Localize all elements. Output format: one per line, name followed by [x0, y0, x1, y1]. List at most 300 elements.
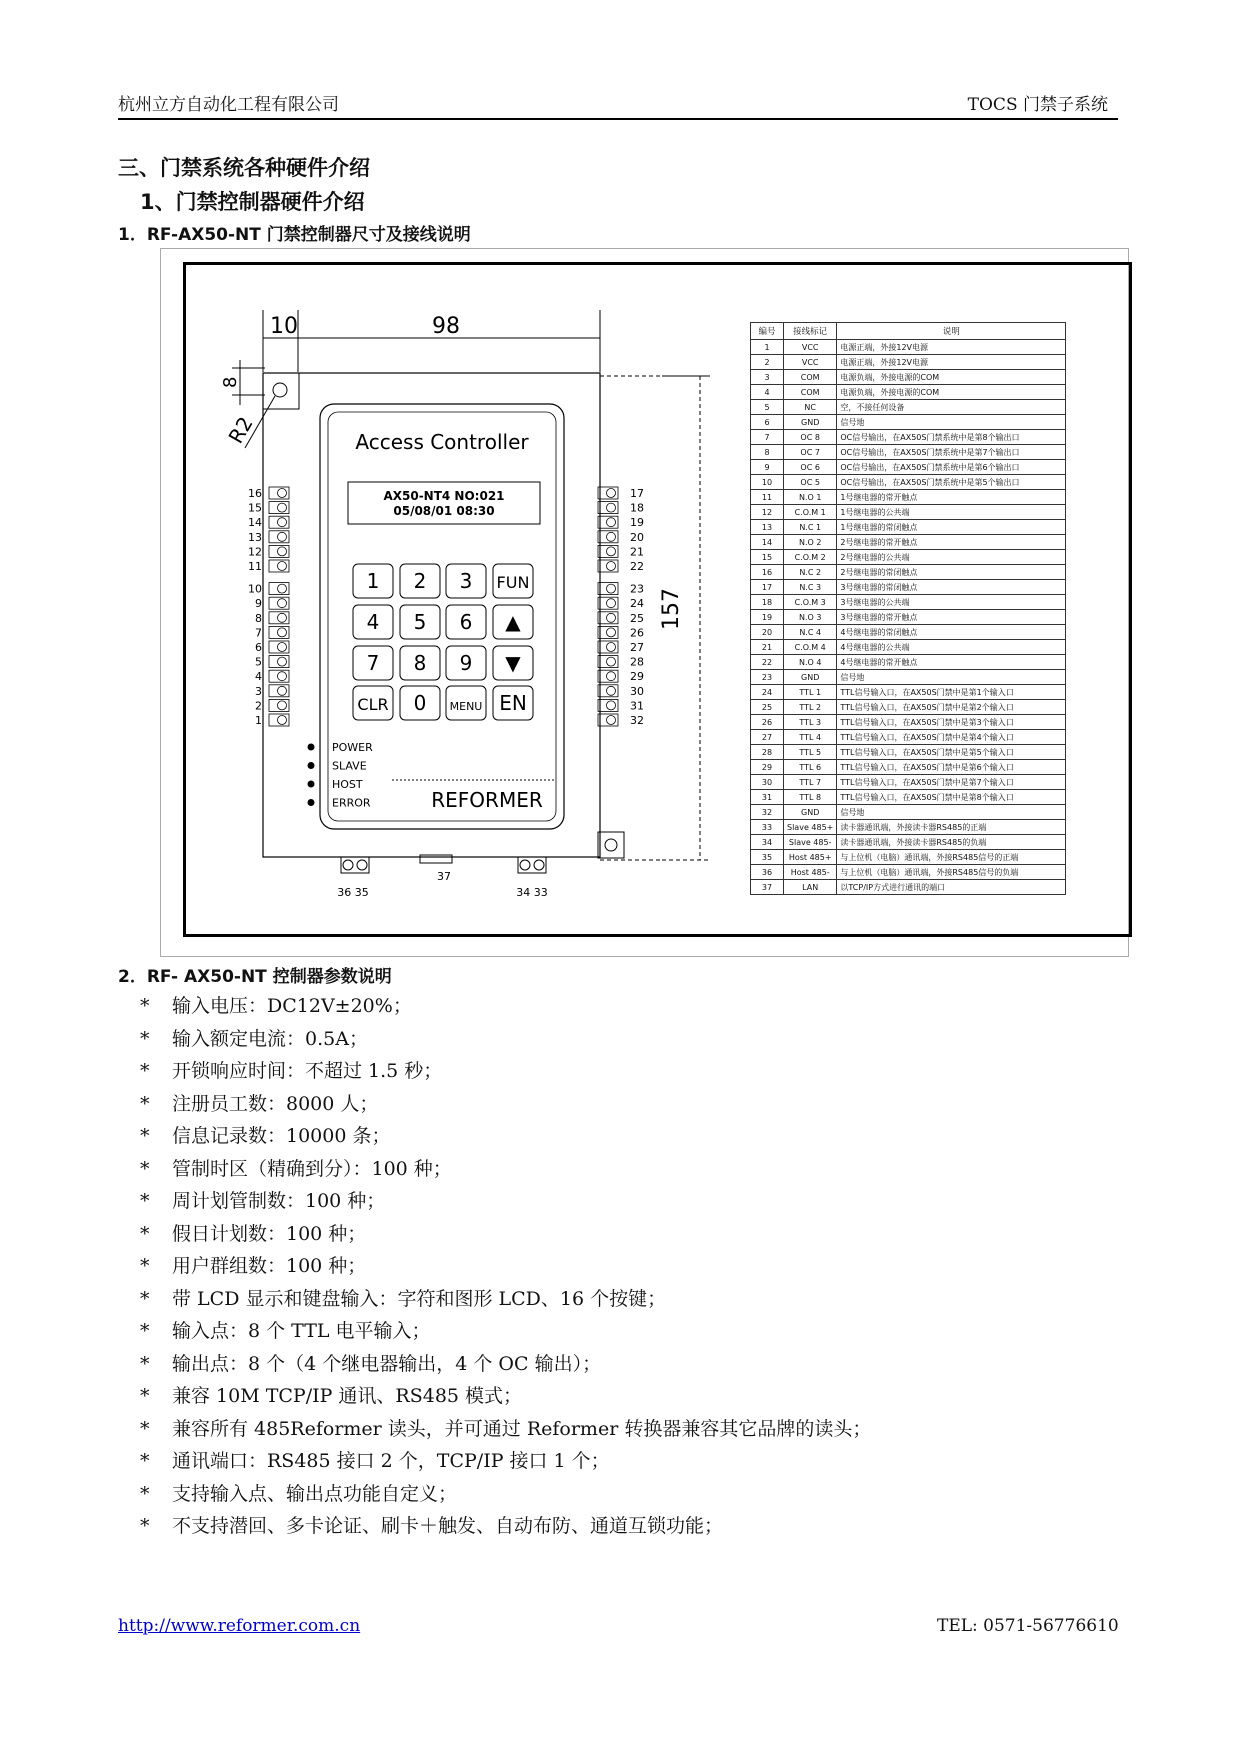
pin-mark-cell: TTL 2: [784, 700, 837, 715]
pin-table-row: [751, 655, 1066, 670]
terminal-screw: [269, 531, 289, 543]
dim-r2-label: R2: [223, 412, 258, 448]
pin-desc-cell: TTL信号输入口，在AX50S门禁中是第3个输入口: [837, 715, 1066, 730]
terminal-pin-label: 24: [630, 597, 644, 611]
param-text: 注册员工数：8000 人；: [172, 1092, 379, 1115]
pin-no-cell: 19: [751, 610, 784, 625]
terminal-pin-label: 5: [255, 655, 262, 669]
pin-no-cell: 11: [751, 490, 784, 505]
key-label: 1: [366, 569, 380, 593]
terminal-pin-label: 2: [255, 699, 262, 713]
pin-mark-cell: N.C 3: [784, 580, 837, 595]
terminal-screw: [269, 560, 289, 572]
param-text: 兼容 10M TCP/IP 通讯、RS485 模式；: [172, 1385, 523, 1407]
pin-desc-cell: TTL信号输入口，在AX50S门禁中是第6个输入口: [837, 760, 1066, 775]
terminal-pin-label: 23: [630, 582, 644, 596]
terminal-screw: [598, 545, 618, 557]
terminal-screw: [598, 626, 618, 638]
pin-table-row: [751, 610, 1066, 625]
param-text: 支持输入点、输出点功能自定义；: [172, 1482, 458, 1505]
lcd-line-1: AX50-NT4 NO:021: [383, 489, 505, 503]
terminal-34-33: [518, 857, 546, 873]
status-leds: [308, 741, 374, 810]
param-text: 用户群组数：100 种；: [172, 1255, 367, 1277]
terminal-pin-label: 6: [255, 641, 262, 654]
param-text: 管制时区（精确到分）：100 种；: [172, 1157, 452, 1180]
pin-mark-cell: OC 8: [784, 430, 837, 445]
key-label: 4: [366, 610, 380, 634]
terminal-pin-label: 20: [630, 530, 644, 544]
terminal-screw: [269, 502, 289, 514]
terminal-screw: [598, 699, 618, 711]
pin-no-cell: 28: [751, 745, 784, 760]
terminal-screw: [269, 516, 289, 528]
pin-table-row: [751, 445, 1066, 460]
pin-table-row: [751, 535, 1066, 550]
terminal-pin-label: 27: [630, 641, 644, 654]
pin-desc-cell: 2号继电器的公共端: [837, 550, 1066, 565]
led-dot: [308, 762, 315, 769]
pin-mark-cell: C.O.M 2: [784, 550, 837, 565]
right-terminal-block: [598, 487, 644, 727]
led-label: POWER: [332, 741, 373, 754]
pin-desc-cell: 信号地: [837, 805, 1066, 820]
param-item: [140, 1088, 871, 1121]
pin-table-row: [751, 415, 1066, 430]
key-button: [493, 564, 533, 598]
bullet-star: *: [140, 1060, 150, 1082]
pin-desc-cell: 2号继电器的常开触点: [837, 535, 1066, 550]
param-text: 输出点：8 个（4 个继电器输出，4 个 OC 输出）；: [172, 1352, 602, 1375]
terminal-screw: [598, 670, 618, 682]
pin-no-cell: 21: [751, 640, 784, 655]
pin-mark-cell: TTL 5: [784, 745, 837, 760]
led-dot: [308, 799, 315, 806]
param-item: [140, 1023, 871, 1056]
pin-table-row: [751, 595, 1066, 610]
pin-no-cell: 2: [751, 355, 784, 370]
pin-no-cell: 8: [751, 445, 784, 460]
params-list: [140, 990, 871, 1543]
pin-table-row: [751, 400, 1066, 415]
pin-mark-cell: C.O.M 4: [784, 640, 837, 655]
pin-mark-cell: LAN: [784, 880, 837, 895]
pin-mark-cell: Slave 485-: [784, 835, 837, 850]
terminal-pin-label: 14: [248, 516, 262, 530]
system-name: TOCS 门禁子系统: [967, 95, 1108, 115]
pin-desc-cell: 4号继电器的常开触点: [837, 655, 1066, 670]
pin-table-row: [751, 550, 1066, 565]
pin-table-row: [751, 475, 1066, 490]
mount-hole-br: [598, 832, 624, 858]
pin-mark-cell: VCC: [784, 355, 837, 370]
dim-10-label: 10: [270, 314, 298, 339]
param-text: 通讯端口：RS485 接口 2 个，TCP/IP 接口 1 个；: [172, 1450, 610, 1472]
pin-table-row: [751, 730, 1066, 745]
pin-desc-cell: TTL信号输入口，在AX50S门禁中是第5个输入口: [837, 745, 1066, 760]
pin-table-row: [751, 790, 1066, 805]
param-text: 输入电压：DC12V±20%；: [172, 995, 412, 1017]
pin-table: [750, 322, 1066, 895]
pin-table-row: [751, 745, 1066, 760]
key-button: [446, 605, 486, 639]
pin-mark-cell: TTL 3: [784, 715, 837, 730]
terminal-pin-label: 3: [255, 684, 262, 698]
pin-desc-cell: OC信号输出，在AX50S门禁系统中是第7个输出口: [837, 445, 1066, 460]
bullet-star: *: [140, 1320, 150, 1342]
pin-table-row: [751, 835, 1066, 850]
pin-no-cell: 1: [751, 340, 784, 355]
param-item: [140, 1153, 871, 1186]
bottom-label-37: 37: [437, 870, 451, 883]
terminal-pin-label: 15: [248, 501, 262, 515]
pin-no-cell: 7: [751, 430, 784, 445]
pin-desc-cell: 电源负端，外接电源的COM: [837, 385, 1066, 400]
pin-desc-cell: 4号继电器的公共端: [837, 640, 1066, 655]
pin-desc-cell: OC信号输出，在AX50S门禁系统中是第5个输出口: [837, 475, 1066, 490]
terminal-pin-label: 1: [255, 714, 262, 727]
terminal-36-35: [341, 857, 369, 873]
terminal-pin-label: 21: [630, 545, 644, 559]
keypad: [353, 564, 533, 720]
pin-mark-cell: N.O 3: [784, 610, 837, 625]
key-label: 3: [459, 569, 473, 593]
pin-table-row: [751, 385, 1066, 400]
pin-desc-cell: 与上位机（电脑）通讯端，外接RS485信号的正端: [837, 850, 1066, 865]
terminal-screw: [598, 656, 618, 668]
pin-desc-cell: 1号继电器的公共端: [837, 505, 1066, 520]
pin-desc-cell: 电源正端，外接12V电源: [837, 340, 1066, 355]
terminal-pin-label: 4: [255, 670, 262, 684]
pin-desc-cell: 1号继电器的常开触点: [837, 490, 1066, 505]
pin-table-row: [751, 340, 1066, 355]
terminal-screw: [598, 685, 618, 697]
terminal-pin-label: 16: [248, 487, 262, 500]
lan-port: [420, 855, 452, 863]
terminal-screw: [269, 699, 289, 711]
pin-desc-cell: 1号继电器的常闭触点: [837, 520, 1066, 535]
pin-desc-cell: 3号继电器的常闭触点: [837, 580, 1066, 595]
pin-table-row: [751, 580, 1066, 595]
terminal-pin-label: 17: [630, 487, 644, 500]
param-text: 输入点：8 个 TTL 电平输入；: [172, 1320, 431, 1342]
pin-mark-cell: TTL 1: [784, 685, 837, 700]
led-dot: [308, 781, 315, 788]
terminal-pin-label: 19: [630, 516, 644, 530]
bottom-label-34-33: 34 33: [516, 886, 548, 899]
pin-no-cell: 14: [751, 535, 784, 550]
pin-desc-cell: TTL信号输入口，在AX50S门禁中是第4个输入口: [837, 730, 1066, 745]
pin-table-row: [751, 565, 1066, 580]
pin-table-row: [751, 520, 1066, 535]
pin-table-row: [751, 700, 1066, 715]
terminal-screw: [269, 597, 289, 609]
terminal-screw: [598, 612, 618, 624]
pin-no-cell: 23: [751, 670, 784, 685]
mount-hole-circle-tl: [273, 383, 287, 397]
pin-desc-cell: 与上位机（电脑）通讯端，外接RS485信号的负端: [837, 865, 1066, 880]
pin-desc-cell: 4号继电器的常闭触点: [837, 625, 1066, 640]
pin-table-row: [751, 625, 1066, 640]
terminal-pin-label: 28: [630, 655, 644, 669]
terminal-screw: [598, 714, 618, 726]
bullet-star: *: [140, 1125, 150, 1147]
param-text: 带 LCD 显示和键盘输入：字符和图形 LCD、16 个按键；: [172, 1287, 667, 1310]
subsection-heading: 1、门禁控制器硬件介绍: [140, 190, 365, 214]
pin-no-cell: 4: [751, 385, 784, 400]
led-label: HOST: [332, 778, 363, 791]
param-item: [140, 1283, 871, 1316]
terminal-pin-label: 12: [248, 545, 262, 559]
pin-no-cell: 20: [751, 625, 784, 640]
terminal-screw: [269, 714, 289, 726]
pin-no-cell: 22: [751, 655, 784, 670]
bullet-star: *: [140, 1385, 150, 1407]
pin-mark-cell: COM: [784, 385, 837, 400]
footer-url-link[interactable]: http://www.reformer.com.cn: [118, 1616, 361, 1636]
bullet-star: *: [140, 1352, 150, 1375]
pin-desc-cell: 读卡器通讯端，外接读卡器RS485的正端: [837, 820, 1066, 835]
pin-mark-cell: N.C 1: [784, 520, 837, 535]
terminal-screw: [598, 597, 618, 609]
pin-table-row: [751, 355, 1066, 370]
key-button: [400, 605, 440, 639]
key-label: ▲: [505, 610, 521, 634]
pin-table-row: [751, 880, 1066, 895]
pin-no-cell: 15: [751, 550, 784, 565]
terminal-pin-label: 25: [630, 611, 644, 625]
terminal-screw: [598, 502, 618, 514]
bullet-star: *: [140, 1515, 150, 1537]
key-label: EN: [499, 691, 527, 715]
terminal-pin-label: 11: [248, 560, 262, 573]
key-label: 6: [459, 610, 473, 634]
pin-no-cell: 12: [751, 505, 784, 520]
param-item: [140, 1380, 871, 1413]
key-button: [353, 605, 393, 639]
bullet-star: *: [140, 1287, 150, 1310]
terminal-pin-label: 10: [248, 582, 262, 596]
pin-table-row: [751, 760, 1066, 775]
terminal-pin-label: 26: [630, 626, 644, 640]
pin-table-row: [751, 715, 1066, 730]
key-label: 8: [413, 651, 427, 675]
pin-table-row: [751, 670, 1066, 685]
pin-mark-cell: TTL 7: [784, 775, 837, 790]
param-text: 假日计划数：100 种；: [172, 1222, 367, 1245]
pin-no-cell: 25: [751, 700, 784, 715]
pin-no-cell: 34: [751, 835, 784, 850]
key-button: [493, 686, 533, 720]
pin-mark-cell: OC 7: [784, 445, 837, 460]
pin-desc-cell: 2号继电器的常闭触点: [837, 565, 1066, 580]
pin-desc-cell: 信号地: [837, 670, 1066, 685]
key-button: [400, 564, 440, 598]
pin-no-cell: 36: [751, 865, 784, 880]
key-label: 0: [413, 691, 427, 715]
pin-table-row: [751, 805, 1066, 820]
param-item: [140, 1445, 871, 1478]
bullet-star: *: [140, 1027, 150, 1050]
param-item: [140, 1250, 871, 1283]
param-text: 周计划管制数：100 种；: [172, 1190, 386, 1212]
terminal-screw: [598, 487, 618, 499]
param-item: [140, 1348, 871, 1381]
key-button: [446, 686, 486, 720]
pin-table-row: [751, 865, 1066, 880]
terminal-pin-label: 9: [255, 597, 262, 611]
key-button: [400, 686, 440, 720]
key-label: 7: [366, 651, 380, 675]
terminal-screw: [598, 583, 618, 595]
key-label: 2: [413, 569, 427, 593]
pin-desc-cell: 读卡器通讯端，外接读卡器RS485的负端: [837, 835, 1066, 850]
bottom-label-36-35: 36 35: [337, 886, 369, 899]
terminal-pin-label: 22: [630, 560, 644, 573]
pin-no-cell: 5: [751, 400, 784, 415]
pin-table-row: [751, 775, 1066, 790]
key-label: 9: [459, 651, 473, 675]
key-button: [493, 646, 533, 680]
key-button: [446, 646, 486, 680]
mount-hole-circle-br: [605, 839, 617, 851]
bullet-star: *: [140, 1482, 150, 1505]
pin-mark-cell: Host 485-: [784, 865, 837, 880]
pin-mark-cell: TTL 4: [784, 730, 837, 745]
param-item: [140, 1055, 871, 1088]
dim-157-label: 157: [659, 588, 684, 630]
mount-hole-tl: [263, 373, 299, 409]
pin-mark-cell: NC: [784, 400, 837, 415]
pin-no-cell: 10: [751, 475, 784, 490]
param-item: [140, 1315, 871, 1348]
key-label: ▼: [505, 651, 521, 675]
key-label: MENU: [449, 700, 483, 713]
bullet-star: *: [140, 1222, 150, 1245]
terminal-screw: [269, 670, 289, 682]
pin-mark-cell: N.C 2: [784, 565, 837, 580]
param-text: 兼容所有 485Reformer 读头，并可通过 Reformer 转换器兼容其它品牌的读头；: [172, 1417, 872, 1440]
param-item: [140, 1413, 871, 1446]
terminal-pin-label: 13: [248, 530, 262, 544]
figure-title: 1．RF-AX50-NT 门禁控制器尺寸及接线说明: [118, 225, 471, 245]
pin-desc-cell: 空，不接任何设备: [837, 400, 1066, 415]
pin-no-cell: 27: [751, 730, 784, 745]
pin-table-row: [751, 370, 1066, 385]
key-button: [446, 564, 486, 598]
key-label: FUN: [496, 573, 530, 592]
bullet-star: *: [140, 1190, 150, 1212]
terminal-pin-label: 18: [630, 501, 644, 515]
pin-table-row: [751, 430, 1066, 445]
brand-label: REFORMER: [431, 788, 543, 812]
pin-no-cell: 17: [751, 580, 784, 595]
key-label: CLR: [357, 695, 389, 714]
pin-mark-cell: GND: [784, 415, 837, 430]
pin-no-cell: 29: [751, 760, 784, 775]
pin-table-header-no: 编号: [751, 323, 784, 340]
pin-desc-cell: TTL信号输入口，在AX50S门禁中是第7个输入口: [837, 775, 1066, 790]
param-item: [140, 1185, 871, 1218]
pin-table-row: [751, 850, 1066, 865]
pin-table-row: [751, 685, 1066, 700]
pin-mark-cell: VCC: [784, 340, 837, 355]
terminal-pin-label: 32: [630, 714, 644, 727]
bullet-star: *: [140, 1092, 150, 1115]
pin-mark-cell: OC 6: [784, 460, 837, 475]
pin-no-cell: 37: [751, 880, 784, 895]
pin-table-header-mark: 接线标记: [784, 323, 837, 340]
pin-no-cell: 3: [751, 370, 784, 385]
pin-mark-cell: TTL 6: [784, 760, 837, 775]
pin-table-row: [751, 640, 1066, 655]
bullet-star: *: [140, 1255, 150, 1277]
pin-mark-cell: OC 5: [784, 475, 837, 490]
pin-desc-cell: 3号继电器的常开触点: [837, 610, 1066, 625]
pin-mark-cell: GND: [784, 670, 837, 685]
pin-mark-cell: N.O 1: [784, 490, 837, 505]
lcd-line-2: 05/08/01 08:30: [393, 504, 495, 518]
left-terminal-block: [248, 487, 289, 727]
key-button: [353, 686, 393, 720]
terminal-screw: [269, 612, 289, 624]
company-name: 杭州立方自动化工程有限公司: [118, 95, 339, 115]
pin-mark-cell: Slave 485+: [784, 820, 837, 835]
param-item: [140, 990, 871, 1023]
pin-mark-cell: COM: [784, 370, 837, 385]
pin-table-row: [751, 460, 1066, 475]
pin-table-header-desc: 说明: [837, 323, 1066, 340]
pin-no-cell: 26: [751, 715, 784, 730]
pin-desc-cell: 电源负端，外接电源的COM: [837, 370, 1066, 385]
pin-desc-cell: 3号继电器的公共端: [837, 595, 1066, 610]
pin-desc-cell: 以TCP/IP方式进行通讯的端口: [837, 880, 1066, 895]
terminal-pin-label: 7: [255, 626, 262, 640]
bullet-star: *: [140, 1157, 150, 1180]
terminal-screw: [598, 531, 618, 543]
terminal-screw: [598, 560, 618, 572]
dim-98-label: 98: [432, 314, 460, 339]
pin-no-cell: 18: [751, 595, 784, 610]
terminal-screw: [269, 685, 289, 697]
pin-no-cell: 33: [751, 820, 784, 835]
pin-no-cell: 35: [751, 850, 784, 865]
pin-mark-cell: Host 485+: [784, 850, 837, 865]
param-text: 不支持潜回、多卡论证、刷卡＋触发、自动布防、通道互锁功能；: [172, 1515, 724, 1537]
params-title: 2．RF- AX50-NT 控制器参数说明: [118, 967, 392, 987]
led-label: SLAVE: [332, 759, 367, 773]
param-item: [140, 1510, 871, 1543]
terminal-screw: [269, 583, 289, 595]
terminal-screw: [269, 487, 289, 499]
param-item: [140, 1120, 871, 1153]
pin-no-cell: 32: [751, 805, 784, 820]
key-label: 5: [413, 610, 427, 634]
pin-table-row: [751, 820, 1066, 835]
pin-table-row: [751, 490, 1066, 505]
pin-mark-cell: C.O.M 3: [784, 595, 837, 610]
pin-no-cell: 16: [751, 565, 784, 580]
pin-desc-cell: TTL信号输入口，在AX50S门禁中是第1个输入口: [837, 685, 1066, 700]
pin-no-cell: 31: [751, 790, 784, 805]
pin-desc-cell: OC信号输出，在AX50S门禁系统中是第6个输出口: [837, 460, 1066, 475]
key-button: [353, 646, 393, 680]
param-item: [140, 1478, 871, 1511]
pin-no-cell: 6: [751, 415, 784, 430]
pin-mark-cell: TTL 8: [784, 790, 837, 805]
pin-mark-cell: N.O 2: [784, 535, 837, 550]
terminal-screw: [269, 641, 289, 653]
